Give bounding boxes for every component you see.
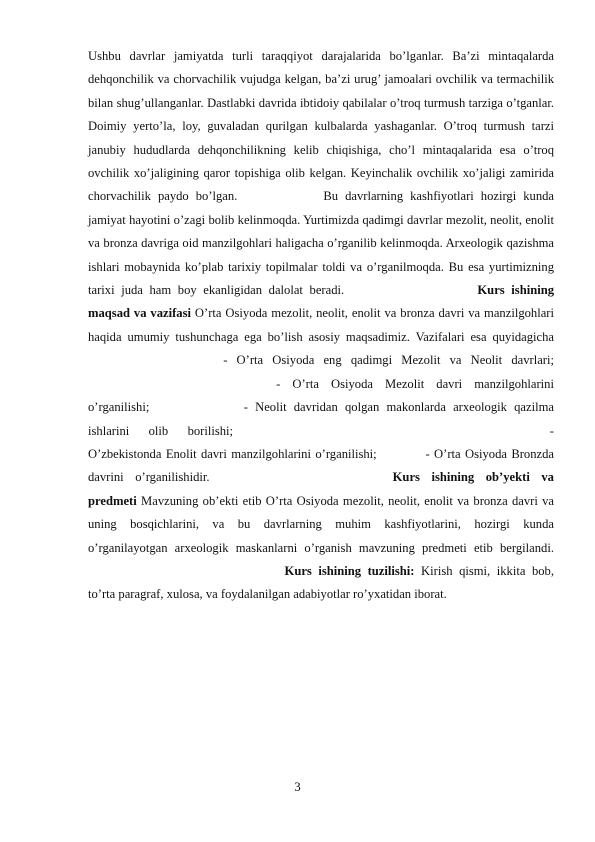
task-item: - O’zbekistonda Enolit davri manzilgohlarini o’rganilishi; [88,423,554,461]
task-item: - O’rta Osiyoda Bronzda davrini o’rganilishidir. [88,446,555,485]
purpose-heading: Kurs ishining maqsad va vazifasi [88,283,555,321]
structure-heading: Kurs ishining tuzilishi: [284,563,415,578]
task-item: - O’rta Osiyoda eng qadimgi Mezolit va Neolit davrlari; [223,353,554,368]
body-paragraph [88,45,554,607]
paragraph-intro: Ushbu davrlar jamiyatda turli taraqqiyot darajalarida bo’lganlar. Ba’zi mintaqalarda dehqonchilik va chorvachilik vujudga kelgan, ba’zi urug’ jamoalari ovchilik va termachilik bilan shug’ullanganlar. Dastlabki davrida ibtidoiy qabilalar o’troq turmush tarziga o’tganlar. Doimiy yerto’la, loy, guvaladan qurilgan kulbalarda yashaganlar. O’troq turmush tarzi janubiy hududlarda dehqonchilikning kelib chiqishiga, cho’l mintaqalarida esa o’troq ovchilik xo’jaligining qaror topishiga olib kelgan. Keyinchalik ovchilik xo’jaligi zamirida chorvachilik paydo bo’lgan. [88,49,554,204]
body-text [88,45,554,607]
paragraph-discoveries: Bu davrlarning kashfiyotlari hozirgi kunda jamiyat hayotini o’zagi bolib kelinmoqda. Yurtimizda qadimgi davrlar mezolit, neolit, enolit va bronza davriga oid manzilgohlari haligacha o’rganilib kelinmoqda. Arxeologik qazishma ishlari mobaynida ko’plab tarixiy topilmalar toldi va o’rganilmoqda. Bu esa yurtimizning tarixi juda ham boy ekanligidan dalolat beradi. [88,189,555,298]
task-item: - Neolit davridan qolgan makonlarda arxeologik qazilma ishlarini olib borilishi; [88,400,554,438]
task-item: - O’rta Osiyoda Mezolit davri manzilgohlarini o’rganilishi; [88,376,554,415]
object-text: Mavzuning ob’ekti etib O’rta Osiyoda mezolit, neolit, enolit va bronza davri va uning bosqichlarini, va bu davrlarning muhim kashfiyotlarini, hozirgi kunda o’rganilayotgan arxeologik maskanlarni o’rganish mavzuning predmeti etib bergilandi. [88,493,554,555]
structure-text: Kirish qismi, ikkita bob, to’rta paragraf, xulosa, va foydalanilgan adabiyotlar ro’yxatidan iborat. [88,563,554,602]
object-heading: Kurs ishining ob’yekti va predmeti [88,470,554,508]
purpose-text: O’rta Osiyoda mezolit, neolit, enolit va bronza davri va manzilgohlari haqida umumiy tushunchaga ega bo’lish asosiy maqsadimiz. Vazifalari esa quyidagicha [88,306,554,344]
page-number: 3 [294,780,301,794]
